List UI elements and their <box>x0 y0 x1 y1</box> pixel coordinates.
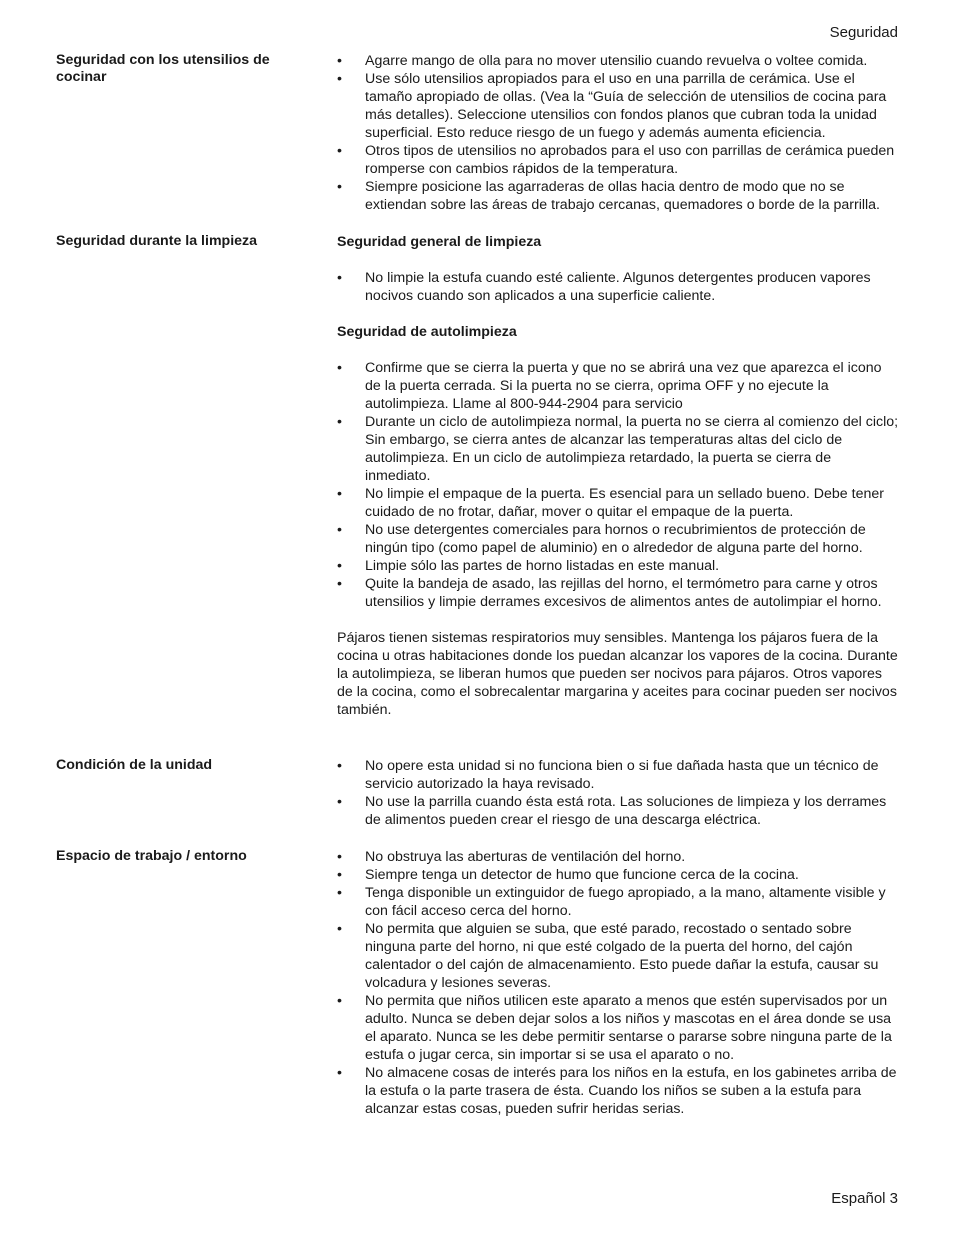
list-item: • Durante un ciclo de autolimpieza normal, la puerta no se cierra al comienzo del ciclo; Sin embargo, se cierra antes de alcanzar las temperaturas altas del ciclo de autolimpieza. En un ciclo de autolimpieza retardado, la puerta se cierra de inmediato. <box>337 413 899 485</box>
bullet-list <box>337 757 899 829</box>
page-footer-page-number: Español 3 <box>831 1190 898 1207</box>
list-item: • Tenga disponible un extinguidor de fuego apropiado, a la mano, altamente visible y con fácil acceso cerca del horno. <box>337 884 899 920</box>
list-item: • Quite la bandeja de asado, las rejillas del horno, el termómetro para carne y otros utensilios y limpie derrames excesivos de alimentos antes de autolimpiar el horno. <box>337 575 899 611</box>
list-item: • Agarre mango de olla para no mover utensilio cuando revuelva o voltee comida. <box>337 52 899 70</box>
section-body <box>337 233 899 719</box>
list-item: • No opere esta unidad si no funciona bien o si fue dañada hasta que un técnico de servicio autorizado la haya revisado. <box>337 757 899 793</box>
list-item: • No obstruya las aberturas de ventilación del horno. <box>337 848 899 866</box>
list-item: • No limpie el empaque de la puerta. Es esencial para un sellado bueno. Debe tener cuidado de no frotar, dañar, mover o quitar el empaque de la puerta. <box>337 485 899 521</box>
birds-warning-paragraph: Pájaros tienen sistemas respiratorios muy sensibles. Mantenga los pájaros fuera de la cocina u otras habitaciones donde los puedan alcanzar los vapores de la cocina. Durante la autolimpieza, se liberan humos que pueden ser nocivos para pájaros. Otros vapores de la cocina, como el sobrecalentar margarina y aceites para cocinar pueden ser nocivos también. <box>337 630 898 718</box>
list-item: • No limpie la estufa cuando esté caliente. Algunos detergentes producen vapores nocivos cuando son aplicados a una superficie caliente. <box>337 269 899 305</box>
section-body <box>337 848 899 1118</box>
bullet-list <box>337 52 899 214</box>
list-item: • No use detergentes comerciales para hornos o recubrimientos de protección de ningún tipo (como papel de aluminio) en o alrededor de alguna parte del horno. <box>337 521 899 557</box>
bullet-list <box>337 269 899 305</box>
section-title: Seguridad con los utensilios de cocinar <box>56 52 270 85</box>
list-item: • Confirme que se cierra la puerta y que no se abrirá una vez que aparezca el icono de la puerta cerrada. Si la puerta no se cierra, oprima OFF y no ejecute la autolimpieza. Llame al 800-944-2904 para servicio <box>337 359 899 413</box>
subsection-title-self-clean: Seguridad de autolimpieza <box>337 324 517 340</box>
bullet-list <box>337 848 899 1118</box>
section-title: Condición de la unidad <box>56 757 213 773</box>
page-header-section-label: Seguridad <box>829 24 898 41</box>
list-item: • Use sólo utensilios apropiados para el uso en una parrilla de cerámica. Use el tamaño apropiado de ollas. (Vea la “Guía de selección de utensilios de cocina para más detalles). Seleccione utensilios con fondos planos que cubran toda la unidad superficial. Esto reduce riesgo de un fuego y además aumenta eficiencia. <box>337 70 899 142</box>
subsection-title-general-cleaning: Seguridad general de limpieza <box>337 234 542 250</box>
list-item: • Otros tipos de utensilios no aprobados para el uso con parrillas de cerámica pueden romperse con cambios rápidos de la temperatura. <box>337 142 899 178</box>
list-item: • Limpie sólo las partes de horno listadas en este manual. <box>337 557 899 575</box>
section-body <box>337 757 899 829</box>
bullet-list <box>337 359 899 611</box>
section-body <box>337 52 899 214</box>
list-item: • Siempre tenga un detector de humo que funcione cerca de la cocina. <box>337 866 899 884</box>
list-item: • No use la parrilla cuando ésta está rota. Las soluciones de limpieza y los derrames de alimentos pueden crear el riesgo de una descarga eléctrica. <box>337 793 899 829</box>
list-item: • No permita que alguien se suba, que esté parado, recostado o sentado sobre ninguna parte del horno, ni que esté colgado de la puerta del horno, del cajón calentador o del cajón de almacenamiento. Esto puede dañar la estufa, causar su volcadura y lesiones severas. <box>337 920 899 992</box>
list-item: • No permita que niños utilicen este aparato a menos que estén supervisados por un adulto. Nunca se deben dejar solos a los niños y mascotas en el área donde se usa el aparato. Nunca se les debe permitir sentarse o pararse sobre ninguna parte de la estufa o jugar cerca, sin importar si se usa el aparato o no. <box>337 992 899 1064</box>
list-item: • No almacene cosas de interés para los niños en la estufa, en los gabinetes arriba de la estufa o la parte trasera de ésta. Cuando los niños se suben a la estufa para alcanzar estas cosas, pueden sufrir heridas serias. <box>337 1064 899 1118</box>
list-item: • Siempre posicione las agarraderas de ollas hacia dentro de modo que no se extiendan sobre las áreas de trabajo cercanas, quemadores o borde de la parrilla. <box>337 178 899 214</box>
section-title: Espacio de trabajo / entorno <box>56 848 247 864</box>
section-title: Seguridad durante la limpieza <box>56 233 258 249</box>
